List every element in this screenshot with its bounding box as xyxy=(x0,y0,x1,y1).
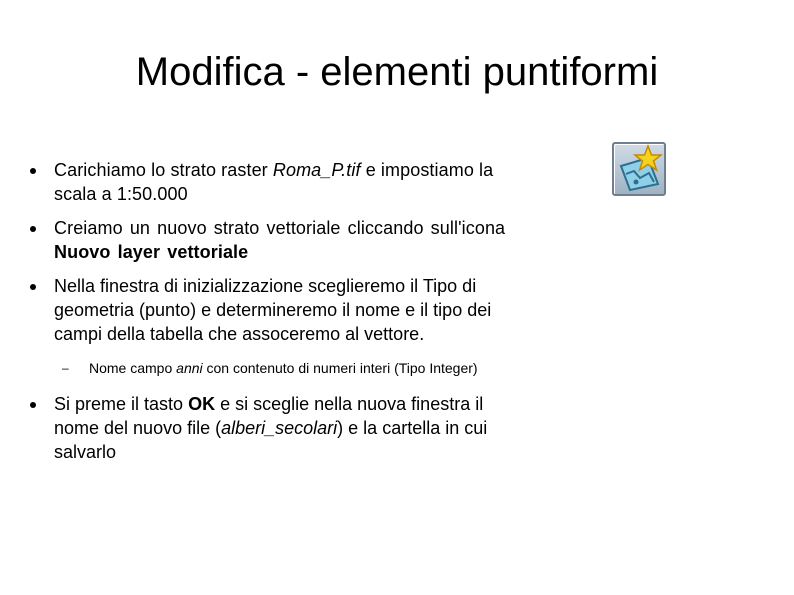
text-run: Creiamo un nuovo strato vettoriale cliccando sull'icona xyxy=(54,218,506,238)
new-vector-layer-icon xyxy=(614,144,664,194)
sub-bullet-item xyxy=(54,358,520,378)
bullet-text xyxy=(54,392,520,464)
bullet-list xyxy=(30,158,520,474)
bullet-dot xyxy=(30,168,36,174)
dash-icon: – xyxy=(62,361,69,375)
text-run: Nella finestra di inizializzazione sceglieremo il Tipo di geometria (punto) e determineremo il nome e il tipo dei campi della tabella che assoceremo al vettore. xyxy=(54,276,492,344)
text-run: e impostiamo la scala a 1:50.000 xyxy=(54,160,494,204)
text-run: Si preme il tasto xyxy=(54,394,189,414)
bullet-dot xyxy=(30,284,36,290)
ok-key-text: OK xyxy=(188,394,216,414)
text-run: e si sceglie nella nuova finestra il nome del nuovo file ( xyxy=(54,394,484,438)
map-point-shape xyxy=(634,180,639,185)
field-name-text: anni xyxy=(176,360,203,376)
bullet-item xyxy=(30,392,520,464)
bullet-dot xyxy=(30,226,36,232)
text-run: ) e la cartella in cui salvarlo xyxy=(54,418,488,462)
bullet-dot xyxy=(30,402,36,408)
file-name-text: alberi_secolari xyxy=(221,418,338,438)
icon-name-text: Nuovo layer vettoriale xyxy=(54,242,249,262)
text-run: Nome campo xyxy=(89,360,177,376)
bullet-text xyxy=(54,216,520,264)
bullet-item xyxy=(30,158,520,206)
sub-bullet-list xyxy=(54,358,520,378)
bullet-text xyxy=(54,158,520,206)
bullet-item xyxy=(30,216,520,264)
bullet-item xyxy=(30,274,520,378)
file-name-text: Roma_P.tif xyxy=(272,160,361,180)
text-run: Carichiamo lo strato raster xyxy=(54,160,273,180)
bullet-text xyxy=(54,274,520,346)
slide-title: Modifica - elementi puntiformi xyxy=(135,50,659,94)
text-run: con contenuto di numeri interi (Tipo Integer) xyxy=(202,360,478,376)
new-vector-layer-button[interactable] xyxy=(612,142,666,196)
